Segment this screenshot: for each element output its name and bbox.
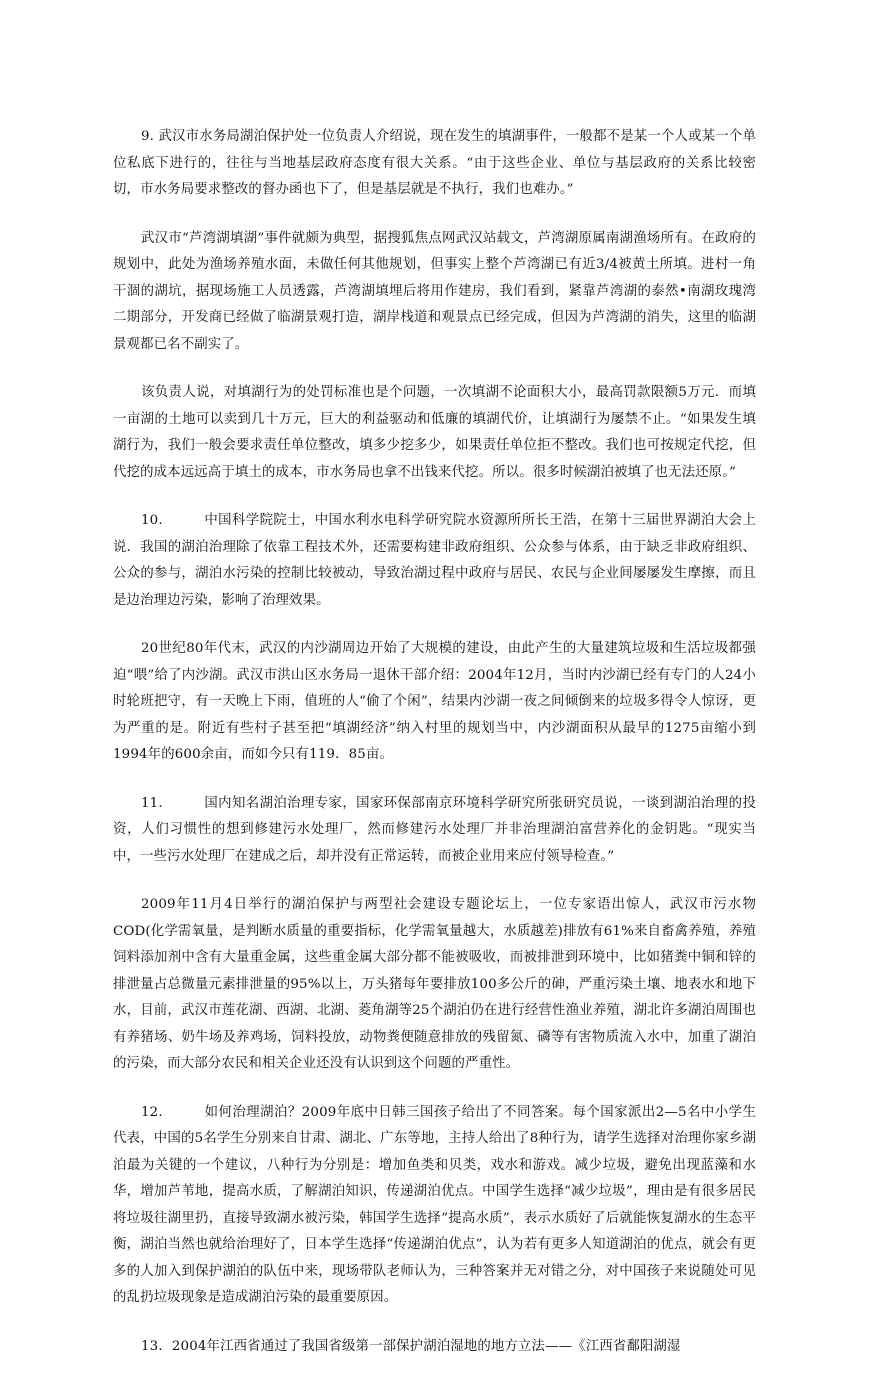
paragraph-item-9: 9. 武汉市水务局湖泊保护处一位负责人介绍说，现在发生的填湖事件，一般都不是某一个人或某一个单位私底下进行的，往往与当地基层政府态度有很大关系。“由于这些企业、单位与基层政府的关系比较密切，市水务局要求整改的督办函也下了，但是基层就是不执行，我们也难办。” xyxy=(113,129,756,197)
paragraph-penalty-standard: 该负责人说，对填湖行为的处罚标准也是个问题，一次填湖不论面积大小，最高罚款限额5万元．而填一亩湖的土地可以卖到几十万元，巨大的利益驱动和低廉的填湖代价，让填湖行为屡禁不止。“如果发生填湖行为，我们一般会要求责任单位整改，填多少挖多少，如果责任单位拒不整改。我们也可按规定代挖，但代挖的成本远远高于填土的成本，市水务局也拿不出钱来代挖。所以。很多时候湖泊被填了也无法还原。” xyxy=(113,385,756,480)
paragraph-cod-emissions: 2009年11月4日举行的湖泊保护与两型社会建设专题论坛上，一位专家语出惊人，武汉市污水物COD(化学需氧量，是判断水质量的重要指标，化学需氧量越大，水质越差)排放有61%来自畜禽养殖，养殖饲料添加剂中含有大量重金属，这些重金属大部分都不能被吸收，而被排泄到环境中，比如猪粪中铜和锌的排泄量占总微量元素排泄量的95%以上，万头猪每年要排放100多公斤的砷，严重污染土壤、地表水和地下水，目前，武汉市莲花湖、西湖、北湖、菱角湖等25个湖泊仍在进行经营性渔业养殖，湖北许多湖泊周围也有养猪场、奶牛场及养鸡场，饲料投放，动物粪便随意排放的残留氮、磷等有害物质流入水中，加重了湖泊的污染，而大部分农民和相关企业还没有认识到这个问题的严重性。 xyxy=(113,897,756,1071)
paragraph-item-10: 10. 中国科学院院士，中国水利水电科学研究院水资源所所长王浩，在第十三届世界湖泊大会上说．我国的湖泊治理除了依靠工程技术外，还需要构建非政府组织、公众参与体系，由于缺乏非政府组织、公众的参与，湖泊水污染的控制比较被动，导致治湖过程中政府与居民、农民与企业间屡屡发生摩擦，而且是边治理边污染，影响了治理效果。 xyxy=(113,513,756,608)
paragraph-neisha-lake: 20世纪80年代末，武汉的内沙湖周边开始了大规模的建设，由此产生的大量建筑垃圾和生活垃圾都强迫“喂”给了内沙湖。武汉市洪山区水务局一退休干部介绍：2004年12月，当时内沙湖已经有专门的人24小时轮班把守，有一天晚上下雨，值班的人“偷了个闲”，结果内沙湖一夜之间倾倒来的垃圾多得令人惊讶，更为严重的是。附近有些村子甚至把“填湖经济”纳入村里的规划当中，内沙湖面积从最早的1275亩缩小到1994年的600余亩，而如今只有119．85亩。 xyxy=(113,641,756,762)
paragraph-luwan-lake: 武汉市“芦湾湖填湖”事件就颇为典型，据搜狐焦点网武汉站载文，芦湾湖原属南湖渔场所有。在政府的规划中，此处为渔场养殖水面，未做任何其他规划，但事实上整个芦湾湖已有近3/4被黄土所填。进村一角干涸的湖坑，据现场施工人员透露，芦湾湖填埋后将用作建房，我们看到，紧靠芦湾湖的泰然•南湖玫瑰湾二期部分，开发商已经做了临湖景观打造，湖岸栈道和观景点已经完成，但因为芦湾湖的消失，这里的临湖景观都已名不副实了。 xyxy=(113,230,756,352)
paragraph-item-12: 12. 如何治理湖泊？2009年底中日韩三国孩子给出了不同答案。每个国家派出2—5名中小学生代表，中国的5名学生分别来自甘肃、湖北、广东等地，主持人给出了8种行为，请学生选择对治理你家乡湖泊最为关键的一个建议，八种行为分别是：增加鱼类和贝类，戏水和游戏。减少垃圾，避免出现蓝藻和水华，增加芦苇地，提高水质，了解湖泊知识，传递湖泊优点。中国学生选择“减少垃圾”，理由是有很多居民将垃圾往湖里扔，直接导致湖水被污染，韩国学生选择“提高水质”，表示水质好了后就能恢复湖水的生态平衡，湖泊当然也就给治理好了，日本学生选择“传递湖泊优点”，认为若有更多人知道湖泊的优点，就会有更多的人加入到保护湖泊的队伍中来，现场带队老师认为，三种答案并无对错之分，对中国孩子来说随处可见的乱扔垃圾现象是造成湖泊污染的最重要原因。 xyxy=(113,1104,756,1305)
document-body xyxy=(113,124,756,1382)
paragraph-item-13: 13．2004年江西省通过了我国省级第一部保护湖泊湿地的地方立法——《江西省鄱阳湖湿 xyxy=(141,1338,681,1354)
paragraph-item-11: 11. 国内知名湖泊治理专家，国家环保部南京环境科学研究所张研究员说，一谈到湖泊治理的投资，人们习惯性的想到修建污水处理厂，然而修建污水处理厂并非治理湖泊富营养化的金钥匙。“现实当中，一些污水处理厂在建成之后，却并没有正常运转，而被企业用来应付领导检查。” xyxy=(113,795,756,864)
